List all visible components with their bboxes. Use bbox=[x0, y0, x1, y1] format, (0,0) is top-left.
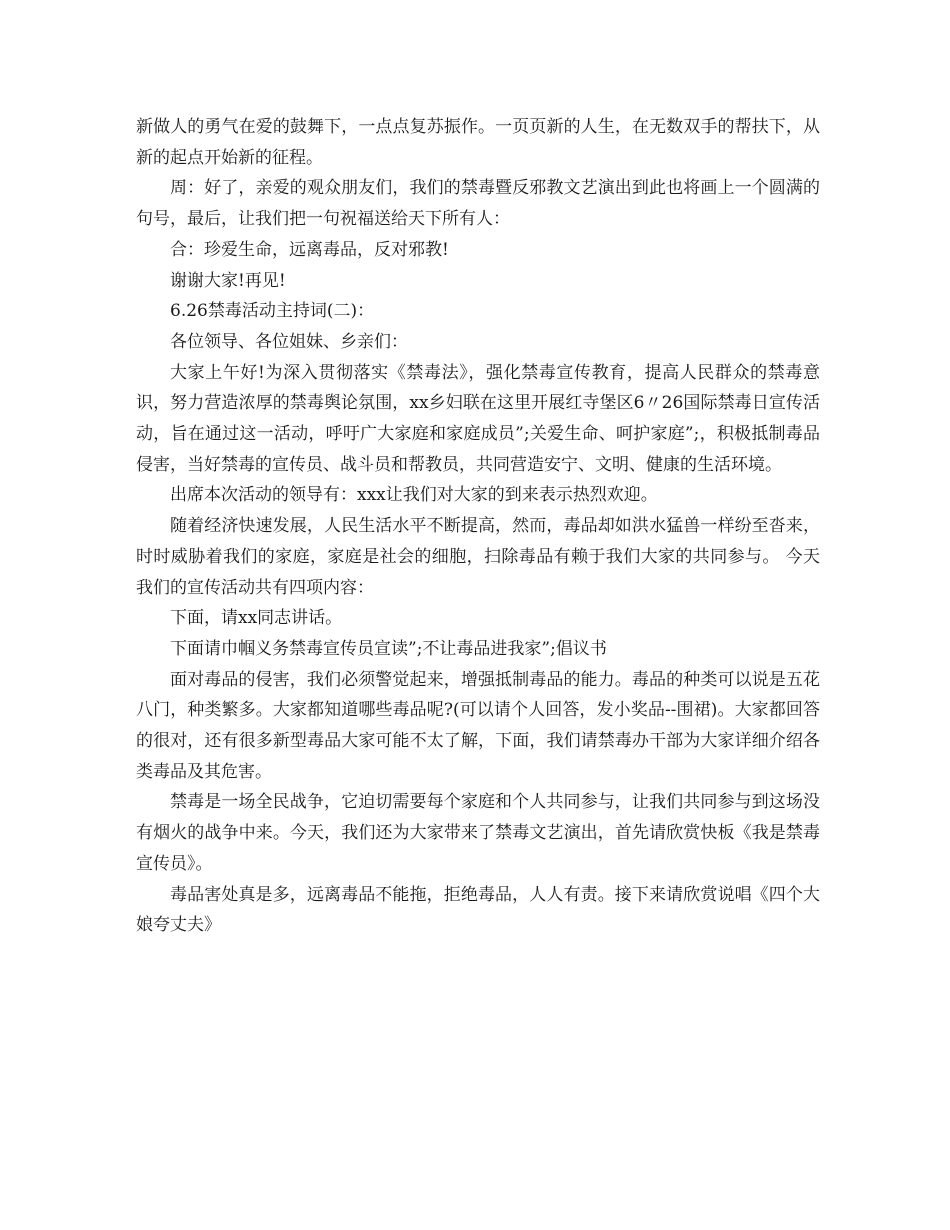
paragraph-7: 大家上午好!为深入贯彻落实《禁毒法》，强化禁毒宣传教育，提高人民群众的禁毒意识，努力营造浓厚的禁毒舆论氛围，xx乡妇联在这里开展红寺堡区6〃26国际禁毒日宣传活动，旨在通过这一活动，呼吁广大家庭和家庭成员”;关爱生命、呵护家庭”;，积极抵制毒品侵害，当好禁毒的宣传员、战斗员和帮教员，共同营造安宁、文明、健康的生活环境。 bbox=[136, 362, 820, 475]
paragraph-11: 下面请巾帼义务禁毒宣传员宣读”;不让毒品进我家”;倡议书 bbox=[170, 638, 607, 659]
paragraph-13: 禁毒是一场全民战争，它迫切需要每个家庭和个人共同参与，让我们共同参与到这场没有烟火的战争中来。今天，我们还为大家带来了禁毒文艺演出，首先请欣赏快板《我是禁毒宣传员》。 bbox=[136, 792, 820, 874]
paragraph-6: 各位领导、各位姐妹、乡亲们： bbox=[170, 331, 408, 352]
paragraph-10: 下面，请xx同志讲话。 bbox=[170, 608, 343, 629]
paragraph-1: 新做人的勇气在爱的鼓舞下，一点点复苏振作。一页页新的人生，在无数双手的帮扶下，从新的起点开始新的征程。 bbox=[136, 117, 820, 168]
document-body bbox=[136, 112, 820, 941]
paragraph-12: 面对毒品的侵害，我们必须警觉起来，增强抵制毒品的能力。毒品的种类可以说是五花八门，种类繁多。大家都知道哪些毒品呢?(可以请个人回答，发小奖品--围裙)。大家都回答的很对，还有很多新型毒品大家可能不太了解，下面，我们请禁毒办干部为大家详细介绍各类毒品及其危害。 bbox=[136, 669, 820, 782]
paragraph-2: 周：好了，亲爱的观众朋友们，我们的禁毒暨反邪教文艺演出到此也将画上一个圆满的句号，最后，让我们把一句祝福送给天下所有人： bbox=[136, 178, 820, 230]
paragraph-3: 合：珍爱生命，远离毒品，反对邪教! bbox=[170, 239, 449, 260]
section-heading: 6.26禁毒活动主持词(二)： bbox=[170, 301, 375, 322]
paragraph-14: 毒品害处真是多，远离毒品不能拖，拒绝毒品，人人有责。接下来请欣赏说唱《四个大娘夸丈夫》 bbox=[136, 884, 820, 936]
paragraph-8: 出席本次活动的领导有：xxx让我们对大家的到来表示热烈欢迎。 bbox=[170, 485, 658, 506]
paragraph-9: 随着经济快速发展，人民生活水平不断提高，然而，毒品却如洪水猛兽一样纷至沓来，时时威胁着我们的家庭，家庭是社会的细胞，扫除毒品有赖于我们大家的共同参与。 今天我们的宣传活动共有四项内容： bbox=[136, 516, 820, 598]
paragraph-4: 谢谢大家!再见! bbox=[170, 270, 286, 291]
